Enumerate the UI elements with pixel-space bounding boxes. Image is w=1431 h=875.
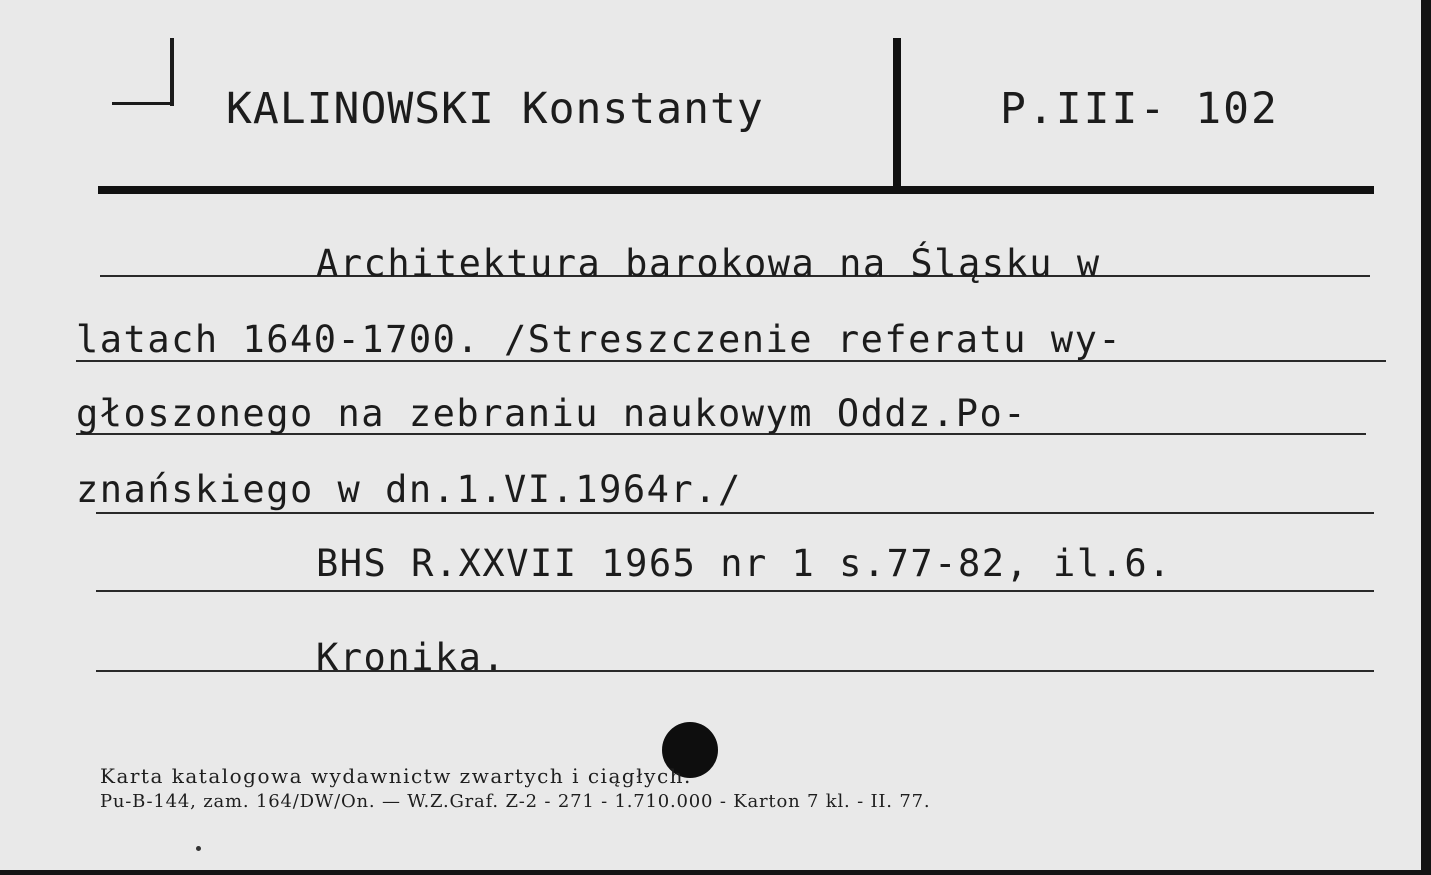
footer-form-title: Karta katalogowa wydawnictw zwartych i ciągłych. <box>100 764 692 788</box>
corner-mark-horizontal <box>112 102 174 105</box>
ruled-line <box>96 512 1374 514</box>
corner-mark-vertical <box>170 38 174 106</box>
title-line-4: znańskiego w dn.1.VI.1964r./ <box>76 468 742 511</box>
author-name: KALINOWSKI Konstanty <box>226 84 764 134</box>
ruled-line <box>96 590 1374 592</box>
category-label: Kronika. <box>316 636 507 679</box>
source-citation: BHS R.XXVII 1965 nr 1 s.77-82, il.6. <box>316 542 1172 585</box>
ruled-line <box>96 670 1374 672</box>
title-line-2: latach 1640-1700. /Streszczenie referatu wy- <box>76 318 1123 361</box>
footer-print-info: Pu-B-144, zam. 164/DW/On. — W.Z.Graf. Z-2 - 271 - 1.710.000 - Karton 7 kl. - II. 77. <box>100 791 931 812</box>
header-divider <box>893 38 901 188</box>
shelf-signature: P.III- 102 <box>1000 84 1279 134</box>
dust-speck <box>196 846 201 851</box>
title-line-3: głoszonego na zebraniu naukowym Oddz.Po- <box>76 392 1028 435</box>
header-rule <box>98 186 1374 194</box>
title-line-1: Architektura barokowa na Śląsku w <box>316 242 1101 285</box>
